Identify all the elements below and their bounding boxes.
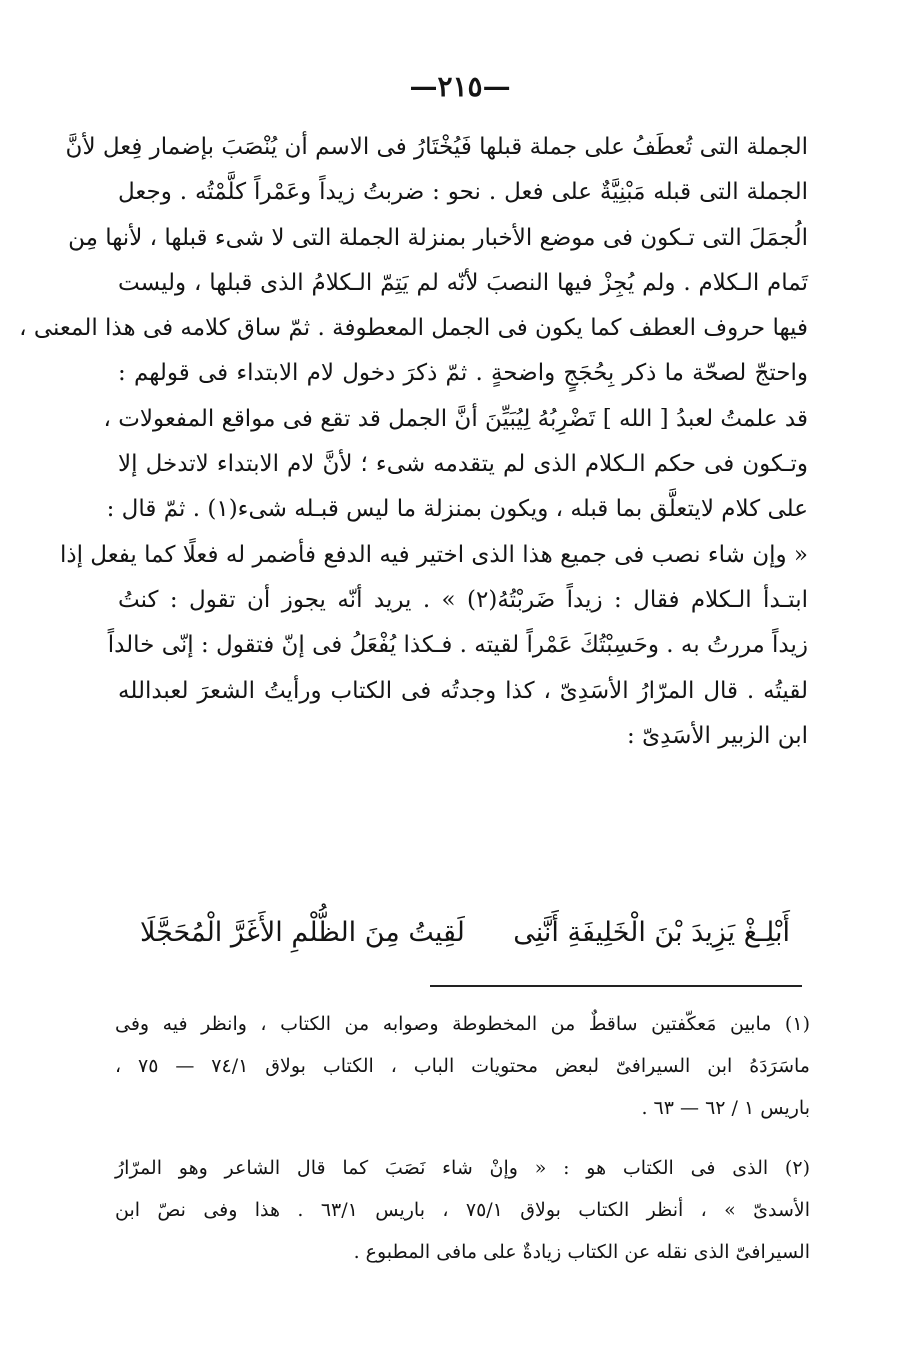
text-line: على كلام لايتعلَّق بما قبله ، ويكون بمنزلة ما ليس قبـله شىء(١) . ثمّ قال : xyxy=(106,496,808,523)
text-line: تَمام الـكلام . ولم يُجِزْ فيها النصبَ لأنّه لم يَتِمّ الـكلامُ الذى قبلها ، وليست xyxy=(118,269,808,296)
text-line: واحتجّ لصحّة ما ذكر بِحُجَجٍ واضحةٍ . ثمّ ذكرَ دخول لام الابتداء فى قولهم : xyxy=(118,360,808,387)
footnote-separator xyxy=(430,985,802,987)
footnote-line: باريس ١ / ٦٢ — ٦٣ . xyxy=(641,1097,810,1119)
text-line: فيها حروف العطف كما يكون فى الجمل المعطوفة . ثمّ ساق كلامه فى هذا المعنى ، xyxy=(19,315,808,342)
footnote-line: (١) مابين مَعكّفتين ساقطٌ من المخطوطة وصوابه من الكتاب ، وانظر فيه وفى xyxy=(115,1013,810,1035)
text-line: ابن الزبير الأسَدِىّ : xyxy=(627,722,808,749)
text-line: « وإن شاء نصب فى جميع هذا الذى اختير فيه الدفع فأضمر له فعلًا كما يفعل إذا xyxy=(59,541,808,568)
text-line: زيداً مررتُ به . وحَسِبْتُكَ عَمْراً لقيته . فـكذا يُفْعَلُ فى إنّ فتقول : إنّى خالداً xyxy=(107,632,808,659)
text-line: وتـكون فى حكم الـكلام الذى لم يتقدمه شىء ؛ لأنَّ لام الابتداء لاتدخل إلا xyxy=(118,451,808,478)
text-line: الجملة التى قبله مَبْنِيَّةٌ على فعل . نحو : ضربتُ زيداً وعَمْراً كلَّمْتُه . وجعل xyxy=(118,179,808,206)
footnote-line: ماسَرَدَهُ ابن السيرافىّ لبعض محتويات الباب ، الكتاب بولاق ٧٤/١ — ٧٥ ، xyxy=(115,1055,810,1077)
main-text-block xyxy=(19,125,808,759)
footnote-1 xyxy=(115,1003,810,1129)
text-line: ابتـدأ الـكلام فقال : زيداً ضَربْتُهُ(٢) » . يريد أنّه يجوز أن تقول : كنتُ xyxy=(118,586,808,613)
verse-second-hemistich: لَقِيتُ مِنَ الظُّلْمِ الأَغَرَّ الْمُحَجَّلَا xyxy=(140,917,465,948)
footnote-line: السيرافىّ الذى نقله عن الكتاب زيادةٌ على مافى المطبوع . xyxy=(353,1241,810,1263)
footnote-line: (٢) الذى فى الكتاب هو : « وإنْ شاء نَصَبَ كما قال الشاعر وهو المرّارُ xyxy=(115,1157,810,1179)
footnote-line: الأسدىّ » ، أنظر الكتاب بولاق ٧٥/١ ، باريس ٦٣/١ . هذا وفى نصّ ابن xyxy=(115,1199,810,1221)
poetry-verse xyxy=(140,908,790,958)
footnotes-block xyxy=(115,1003,810,1273)
page-number: —٢١٥— xyxy=(409,70,511,103)
text-line: الجملة التى تُعطَفُ على جملة قبلها فَيُخْتَارُ فى الاسم أن يُنْصَبَ بإضمار فِعل لأنَّ xyxy=(65,134,808,160)
text-line: الُجمَلَ التى تـكون فى موضع الأخبار بمنزلة الجملة التى لا شىء قبلها ، لأنها مِن xyxy=(68,224,808,251)
footnote-2 xyxy=(115,1147,810,1273)
verse-first-hemistich: أَبْلِـغْ يَزِيدَ بْنَ الْخَلِيفَةِ أَنَّنِى xyxy=(513,917,790,948)
text-line: قد علمتُ لعبدُ [ الله ] تَضْرِبُهُ لِيُبَيِّنَ أنَّ الجمل قد تقع فى مواقع المفعولات ، xyxy=(103,405,808,432)
text-line: لقيتُه . قال المرّارُ الأسَدِىّ ، كذا وجدتُه فى الكتاب ورأيتُ الشعرَ لعبدالله xyxy=(118,677,808,704)
footnote-gap xyxy=(115,1129,810,1147)
